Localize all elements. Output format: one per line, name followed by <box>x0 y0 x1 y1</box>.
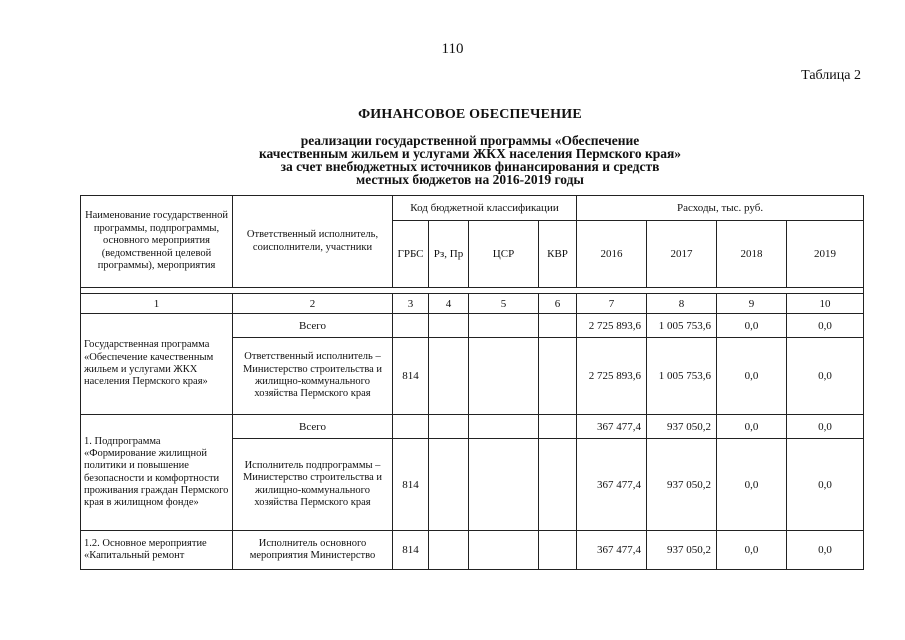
title-main: ФИНАНСОВОЕ ОБЕСПЕЧЕНИЕ <box>358 107 582 122</box>
value-2017: 937 050,2 <box>647 415 717 439</box>
column-number: 7 <box>577 294 647 314</box>
value-2016: 367 477,4 <box>577 531 647 570</box>
grbs-value: 814 <box>393 531 429 570</box>
header-year-2019: 2019 <box>787 221 864 288</box>
total-label: Всего <box>233 415 393 439</box>
table-row <box>81 314 864 338</box>
page-number: 110 <box>441 41 464 57</box>
financing-table <box>80 195 864 570</box>
header-kvr: КВР <box>539 221 577 288</box>
value-2017: 1 005 753,6 <box>647 338 717 415</box>
value-2019: 0,0 <box>787 314 864 338</box>
value-2018: 0,0 <box>717 415 787 439</box>
header-executor: Ответственный исполнитель, соисполнители, участники <box>233 196 393 288</box>
column-number: 10 <box>787 294 864 314</box>
executor-cell: Исполнитель подпрограммы – Министерство строительства и жилищно-коммунального хозяйства Пермского края <box>233 439 393 531</box>
executor-cell: Ответственный исполнитель – Министерство строительства и жилищно-коммунального хозяйства Пермского края <box>233 338 393 415</box>
header-csr: ЦСР <box>469 221 539 288</box>
grbs-value: 814 <box>393 439 429 531</box>
program-name: Государственная программа «Обеспечение качественным жильем и услугами ЖКХ населения Пермского края» <box>81 314 233 415</box>
executor-cell: Исполнитель основного мероприятия Министерство <box>233 531 393 570</box>
header-year-2017: 2017 <box>647 221 717 288</box>
value-2017: 1 005 753,6 <box>647 314 717 338</box>
value-2016: 2 725 893,6 <box>577 314 647 338</box>
value-2018: 0,0 <box>717 338 787 415</box>
header-year-2016: 2016 <box>577 221 647 288</box>
header-expenses: Расходы, тыс. руб. <box>577 196 864 221</box>
value-2016: 2 725 893,6 <box>577 338 647 415</box>
header-name: Наименование государственной программы, подпрограммы, основного мероприятия (ведомственной целевой программы), мероприятия <box>81 196 233 288</box>
column-number-row <box>81 294 864 314</box>
value-2017: 937 050,2 <box>647 439 717 531</box>
column-number: 3 <box>393 294 429 314</box>
value-2016: 367 477,4 <box>577 415 647 439</box>
total-label: Всего <box>233 314 393 338</box>
title-line: за счет внебюджетных источников финансирования и средств <box>280 159 660 174</box>
document-title <box>160 107 780 186</box>
value-2019: 0,0 <box>787 531 864 570</box>
subprogram-name: 1. Подпрограмма «Формирование жилищной политики и повышение безопасности и комфортности проживания граждан Пермского края в жилищном фонде» <box>81 415 233 531</box>
event-name: 1.2. Основное мероприятие «Капитальный ремонт <box>81 531 233 570</box>
header-grbs: ГРБС <box>393 221 429 288</box>
title-line: качественным жильем и услугами ЖКХ населения Пермского края» <box>258 146 682 161</box>
value-2016: 367 477,4 <box>577 439 647 531</box>
column-number: 8 <box>647 294 717 314</box>
column-number: 9 <box>717 294 787 314</box>
value-2019: 0,0 <box>787 439 864 531</box>
value-2018: 0,0 <box>717 439 787 531</box>
column-number: 1 <box>81 294 233 314</box>
title-line: местных бюджетов на 2016-2019 годы <box>356 172 584 187</box>
column-number: 4 <box>429 294 469 314</box>
table-row <box>81 531 864 570</box>
column-number: 6 <box>539 294 577 314</box>
value-2019: 0,0 <box>787 338 864 415</box>
column-number: 5 <box>469 294 539 314</box>
value-2019: 0,0 <box>787 415 864 439</box>
header-year-2018: 2018 <box>717 221 787 288</box>
value-2017: 937 050,2 <box>647 531 717 570</box>
title-line: реализации государственной программы «Обеспечение <box>300 133 640 148</box>
grbs-value: 814 <box>393 338 429 415</box>
header-rz-pr: Рз, Пр <box>429 221 469 288</box>
column-number: 2 <box>233 294 393 314</box>
value-2018: 0,0 <box>717 314 787 338</box>
table-row <box>81 415 864 439</box>
table-label: Таблица 2 <box>801 68 861 83</box>
header-budget-code: Код бюджетной классификации <box>393 196 577 221</box>
value-2018: 0,0 <box>717 531 787 570</box>
